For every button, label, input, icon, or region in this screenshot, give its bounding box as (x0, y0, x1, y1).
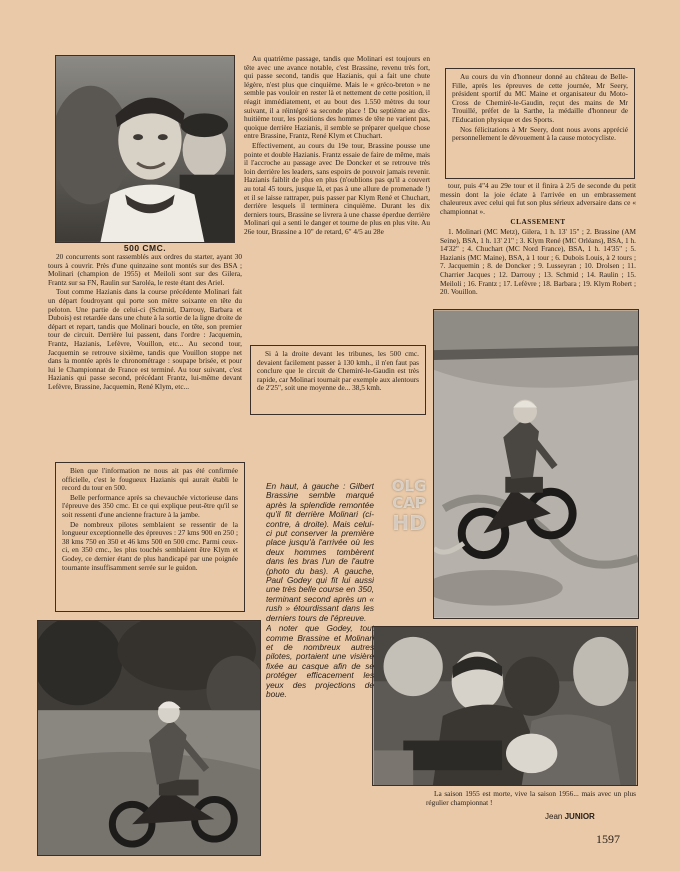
paragraph: 20 concurrents sont rassemblés aux ordres du starter, ayant 30 tours à couvrir. Près d'une quinzaine sont montés sur des BSA ; Molinari (champion de 1955) et Meiloli sont sur des Gilera, Frantz sur sa FN, Raulin sur Saroléa, le reste étant des Ariel. (48, 253, 242, 287)
classement-heading: CLASSEMENT (510, 217, 566, 227)
photo-molinari-action (433, 309, 639, 619)
box-record-du-tour (55, 462, 245, 612)
author-first-name: Jean (545, 812, 563, 821)
godey-rider-image (38, 621, 260, 855)
paragraph: A noter que Godey, tout comme Brassine et Molinari et de nombreux autres pilotes, portaient une visière fixée au casque afin de se protéger efficacement les yeux des projections de boue. (266, 623, 374, 699)
closing-caption (426, 790, 636, 830)
paragraph: Au cours du vin d'honneur donné au château de Belle-Fille, après les épreuves de cette journée, Mr Seery, président sportif du MC Maine et organisateur du Moto-Cross de Chemiré-le-Gaudin, reçut des mains de Mr Trouillé, préfet de la Sarthe, la médaille d'honneur de l'Education physique et des Sports. (452, 72, 628, 124)
watermark-line: OLG (391, 477, 427, 495)
riders-portrait-image (56, 56, 234, 242)
column-3-text (440, 182, 636, 310)
column-2-text (244, 55, 430, 340)
author-signature (545, 812, 595, 821)
paragraph: Si à la droite devant les tribunes, les 500 cmc. devaient facilement passer à 130 kmh., il n'en faut pas conclure que le circuit de Chemiré-le-Gaudin est très rapide, car Molinari tournait par exemple aux alentours de 2'25", soit une moyenne de... 38,5 kmh. (257, 349, 419, 393)
box-vin-honneur (445, 68, 635, 179)
box-vitesse-circuit (250, 345, 426, 415)
italic-photo-captions (266, 482, 374, 862)
photo-riders-portrait (55, 55, 235, 243)
watermark-line: HD (392, 511, 426, 535)
column-1-text (48, 253, 242, 458)
page-number: 1597 (596, 832, 620, 846)
paragraph: Nos félicitations à Mr Seery, dont nous avons apprécié personnellement le dévouement à la cause motocycliste. (452, 124, 628, 143)
photo-caption-500cmc: 500 CMC. (123, 243, 167, 253)
watermark-logo (384, 478, 434, 534)
author-surname: JUNIOR (564, 812, 595, 821)
classement-results: 1. Molinari (MC Metz), Gilera, 1 h. 13' 15" ; 2. Brassine (AM Seine), BSA, 1 h. 13' 21" ; 3. Klym René (MC Orléans), BSA, 1 h. 14'32" ; 4. Chuchart (MC Nord France), BSA, 1 h. 14'35" ; 5. Hazianis (MC Maine), BSA, à 1 tour ; 6. Dubois Louis, à 2 tours ; 7. Jacquemin ; 8. de Doncker ; 9. Lusseyran ; 10. Drolsen ; 11. Charrier Jacques ; 12. Darrouy ; 13. Schmid ; 14. Raulin ; 15. Meiloli ; 16. Frantz ; 17. Lefèvre ; 18. Barbara ; 19. Klym Robert ; 20. Vouillon. (440, 226, 636, 297)
paragraph: Au quatrième passage, tandis que Molinari est toujours en tête avec une avance notable, c'est Brassine, revenu très fort, qui passe second, tandis que Hazianis, qui a fait une chute légère, n'est plus que cinquième. Mais le « gréco-breton » ne semble pas vouloir en rester là et nettement de cette position, il réagit immédiatement, et au bout des 1.550 mètres du tour suivant, il a réintégré sa seconde place ! Du septième au dix-huitième tour, les positions des hommes de tête ne varient pas, quoique derrière Hazianis, il semble se préparer quelque chose entre Brassine, Frantz, René Klym et Chuchart. (244, 55, 430, 141)
photo-godey-rider (37, 620, 261, 856)
paragraph: Tout comme Hazianis dans la course précédente Molinari fait un départ foudroyant qui porte son mètre soixante en tête du peloton. Une partie de celui-ci (Schmid, Darrouy, Barbara et Dubois) est retardée dans une chute à la sortie de la ligne droite de départ et repart, tandis que Molinari boucle, en tête, son premier tour de circuit. Derrière lui passent, dans l'ordre : Jacquemin, Frantz, Hazianis, Lefèvre, Vouillon, etc... Au second tour, Jacquemin se retrouve sixième, tandis que Vouillon stoppe net dans la montée après le chronométrage : soupape brisée, et pour lui le Championnat de France est terminé. Au tour suivant, c'est Hazianis qui passe second, précédant Frantz, lui-même devant Lefèvre, Brassine, Jacquemin, René Klym, etc... (48, 287, 242, 391)
paragraph: Bien que l'information ne nous ait pas été confirmée officielle, c'est le fougueux Hazianis qui aurait établi le record du tour en 500. (62, 466, 238, 493)
molinari-action-image (434, 310, 638, 618)
watermark-line: CAP (392, 494, 426, 512)
paragraph: tour, puis 4"4 au 29e tour et il finira à 2/5 de seconde du petit messin dont la joie éclate à l'arrivée en un embrassement chaleureux avec celui qui fut son plus sérieux adversaire dans ce « championnat ». (440, 182, 636, 216)
paragraph: La saison 1955 est morte, vive la saison 1956... mais avec un plus régulier championnat ! (426, 790, 636, 807)
paragraph: Effectivement, au cours du 19e tour, Brassine pousse une pointe et double Hazianis. Frantz essaie de faire de même, mais il l'accroche au passage avec De Doncker et se retrouve très loin derrière les leaders, sans espoirs de pouvoir jamais revenir. Hazianis faiblit de plus en plus (n'oublions pas qu'il a couvert au total 45 tours, jusque là, et pas à une allure de promenade !) et il se laisse rattraper, puis passer par Klym René et Chuchart, derrière lesquels il terminera cinquième. Durant les dix derniers tours, Brassine se livrera à une chasse éperdue derrière Molinari qui a senti le danger et tourne de plus en plus vite. Au 26e tour, Brassine a 10" de retard, 6" 4/5 au 28e (244, 140, 430, 236)
paragraph: Belle performance après sa chevauchée victorieuse dans l'épreuve des 350 cmc. Et ce qui explique peut-être qu'il se soit ressenti d'une ancienne fracture à la jambe. (62, 492, 238, 519)
paragraph: En haut, à gauche : Gilbert Brassine semble marqué après la splendide remontée qu'il fit derrière Molinari (ci-contre, à droite). Mais celui-ci put conserver la première place jusqu'à l'arrivée où les deux hommes tombèrent dans les bras l'un de l'autre (photo du bas). A gauche, Paul Godey qui fit lui aussi une très belle course en 350, terminant second après un « rush » étourdissant dans les derniers tours de l'épreuve. (266, 482, 374, 623)
arrivee-embrace-image (373, 627, 637, 785)
photo-arrivee-embrace (372, 626, 638, 786)
paragraph: De nombreux pilotes semblaient se ressentir de la longueur exceptionnelle des épreuves : 27 kms 900 en 250 ; 38 kms 750 en 350 et 46 kms 500 en 500 cmc. Parmi ceux-ci, en 350 cmc., les plus touchés semblaient être Klym et Godey, ce dernier étant de plus handicapé par une poignée tournante insuffisamment serrée sur le guidon. (62, 519, 238, 572)
